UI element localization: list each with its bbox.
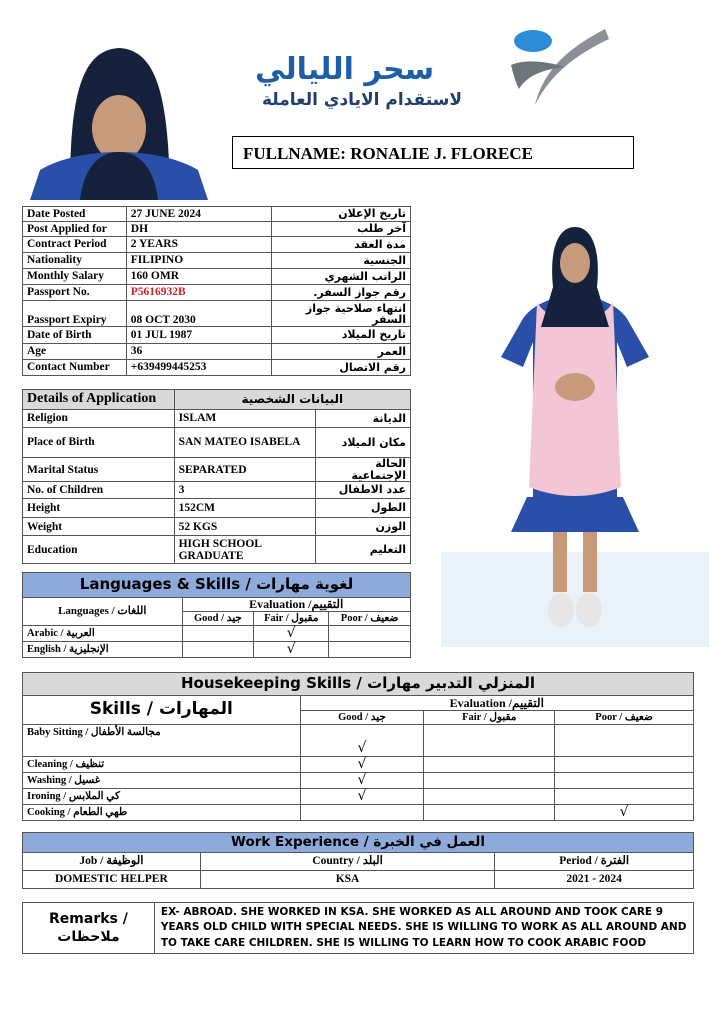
skill-poor-cell: [555, 757, 694, 773]
detail-label-ar: الطول: [316, 499, 411, 518]
field-value: 08 OCT 2030: [126, 301, 272, 327]
detail-label: Education: [23, 536, 175, 564]
exp-job-header: Job / الوظيفة: [23, 853, 201, 871]
field-label: Passport Expiry: [23, 301, 127, 327]
language-good-cell: [182, 642, 254, 658]
details-row: [23, 410, 411, 428]
details-header-ar: البيانات الشخصية: [174, 390, 410, 410]
field-label: Contract Period: [23, 237, 127, 253]
languages-table: [22, 572, 411, 658]
portrait-photo: [30, 40, 208, 200]
personal-row: [23, 207, 411, 222]
skill-row: [23, 773, 694, 789]
skill-row: [23, 789, 694, 805]
skill-good-cell: [300, 805, 424, 821]
detail-label: Place of Birth: [23, 428, 175, 458]
field-label-ar: رقم جواز السفر.: [272, 285, 411, 301]
field-label: Date Posted: [23, 207, 127, 222]
field-label: Age: [23, 344, 127, 360]
hk-good-header: Good / جيد: [300, 711, 424, 725]
detail-value: SEPARATED: [174, 458, 316, 482]
logo-arabic-name: سحر الليالي: [255, 52, 435, 87]
remarks-label: Remarks / ملاحظات: [23, 903, 155, 954]
language-fair-cell: √: [254, 626, 329, 642]
field-value: +639499445253: [126, 360, 272, 376]
detail-value: SAN MATEO ISABELA: [174, 428, 316, 458]
exp-period: 2021 - 2024: [495, 871, 694, 889]
field-label-ar: الجنسية: [272, 253, 411, 269]
skill-good-cell: √: [300, 789, 424, 805]
skill-good-cell: √: [300, 773, 424, 789]
company-logo-icon: [505, 25, 610, 110]
field-label: Date of Birth: [23, 327, 127, 344]
lang-fair-header: Fair / مقبول: [254, 612, 329, 626]
personal-row: [23, 253, 411, 269]
personal-row: [23, 360, 411, 376]
full-body-photo: [441, 207, 709, 647]
personal-row: [23, 327, 411, 344]
skill-row: [23, 757, 694, 773]
housekeeping-table: [22, 672, 694, 821]
details-table: [22, 389, 411, 564]
field-label-ar: آخر طلب: [272, 222, 411, 237]
skill-name: Washing / غسيل: [23, 773, 301, 789]
field-label: Contact Number: [23, 360, 127, 376]
field-value: 01 JUL 1987: [126, 327, 272, 344]
housekeeping-skills-label: Skills / المهارات: [23, 696, 301, 725]
field-label-ar: الراتب الشهري: [272, 269, 411, 285]
field-label-ar: مدة العقد: [272, 237, 411, 253]
exp-period-header: Period / الفترة: [495, 853, 694, 871]
detail-label-ar: التعليم: [316, 536, 411, 564]
language-name: Arabic / العربية: [23, 626, 183, 642]
details-row: [23, 536, 411, 564]
exp-country: KSA: [200, 871, 495, 889]
skill-fair-cell: [424, 805, 555, 821]
personal-row: [23, 344, 411, 360]
languages-title: Languages & Skills / لغوية مهارات: [23, 573, 411, 598]
detail-label-ar: الوزن: [316, 518, 411, 536]
personal-row: [23, 301, 411, 327]
skill-good-cell: √: [300, 757, 424, 773]
skill-name: Cooking / طهي الطعام: [23, 805, 301, 821]
languages-evaluation: Evaluation /التقييم: [182, 598, 410, 612]
languages-col-label: Languages / اللغات: [23, 598, 183, 626]
skill-name: Ironing / كي الملابس: [23, 789, 301, 805]
detail-value: 52 KGS: [174, 518, 316, 536]
details-row: [23, 482, 411, 499]
detail-label: Height: [23, 499, 175, 518]
detail-value: 3: [174, 482, 316, 499]
field-label-ar: العمر: [272, 344, 411, 360]
remarks-table: [22, 902, 694, 954]
language-fair-cell: √: [254, 642, 329, 658]
detail-label: Marital Status: [23, 458, 175, 482]
experience-title: Work Experience / العمل في الخبرة: [23, 833, 694, 853]
field-value: 27 JUNE 2024: [126, 207, 272, 222]
detail-label-ar: عدد الاطفال: [316, 482, 411, 499]
field-label-ar: تاريخ الإعلان: [272, 207, 411, 222]
skill-fair-cell: [424, 789, 555, 805]
detail-value: HIGH SCHOOL GRADUATE: [174, 536, 316, 564]
detail-label: Weight: [23, 518, 175, 536]
field-value: P5616932B: [126, 285, 272, 301]
skill-poor-cell: [555, 773, 694, 789]
detail-label-ar: الديانة: [316, 410, 411, 428]
field-value: 2 YEARS: [126, 237, 272, 253]
exp-job: DOMESTIC HELPER: [23, 871, 201, 889]
field-label: Post Applied for: [23, 222, 127, 237]
details-row: [23, 499, 411, 518]
personal-info-table: [22, 206, 411, 376]
details-row: [23, 458, 411, 482]
housekeeping-evaluation: Evaluation /التقييم: [300, 696, 693, 711]
hk-fair-header: Fair / مقبول: [424, 711, 555, 725]
field-value: 160 OMR: [126, 269, 272, 285]
skill-name: Baby Sitting / مجالسة الأطفال: [23, 725, 301, 757]
language-row: [23, 626, 411, 642]
experience-table: [22, 832, 694, 889]
detail-label: Religion: [23, 410, 175, 428]
personal-row: [23, 269, 411, 285]
details-header-en: Details of Application: [23, 390, 175, 410]
field-label: Nationality: [23, 253, 127, 269]
skill-poor-cell: [555, 725, 694, 757]
language-name: English / الإنجليزية: [23, 642, 183, 658]
detail-label-ar: الحالة الإجتماعية: [316, 458, 411, 482]
skill-row: [23, 805, 694, 821]
detail-value: ISLAM: [174, 410, 316, 428]
remarks-text: EX- ABROAD. SHE WORKED IN KSA. SHE WORKED AS ALL AROUND AND TOOK CARE 9 YEARS OLD CHILD WITH SPECIAL NEEDS. SHE IS WILLING TO WORK AS ALL AROUND AND TO TAKE CARE CHILDREN. SHE IS WILLING TO LEARN HOW TO COOK ARABIC FOOD: [154, 903, 693, 954]
field-label-ar: تاريخ الميلاد: [272, 327, 411, 344]
language-good-cell: [182, 626, 254, 642]
field-label: Monthly Salary: [23, 269, 127, 285]
skill-poor-cell: [555, 789, 694, 805]
personal-row: [23, 237, 411, 253]
field-value: 36: [126, 344, 272, 360]
detail-label: No. of Children: [23, 482, 175, 499]
personal-row: [23, 222, 411, 237]
language-poor-cell: [329, 626, 411, 642]
skill-fair-cell: [424, 773, 555, 789]
details-row: [23, 518, 411, 536]
skill-poor-cell: √: [555, 805, 694, 821]
lang-good-header: Good / جيد: [182, 612, 254, 626]
field-label-ar: رقم الاتصال: [272, 360, 411, 376]
logo-arabic-tagline: لاستقدام الايادي العاملة: [262, 90, 463, 110]
field-value: FILIPINO: [126, 253, 272, 269]
skill-fair-cell: [424, 725, 555, 757]
language-row: [23, 642, 411, 658]
skill-fair-cell: [424, 757, 555, 773]
fullname-box: FULLNAME: RONALIE J. FLORECE: [232, 136, 634, 169]
detail-label-ar: مكان الميلاد: [316, 428, 411, 458]
field-value: DH: [126, 222, 272, 237]
field-label-ar: انتهاء صلاحية جواز السفر: [272, 301, 411, 327]
skill-good-cell: √: [300, 725, 424, 757]
housekeeping-title: Housekeeping Skills / المنزلي التدبير مهارات: [23, 673, 694, 696]
language-poor-cell: [329, 642, 411, 658]
skill-row: [23, 725, 694, 757]
lang-poor-header: Poor / ضعيف: [329, 612, 411, 626]
field-label: Passport No.: [23, 285, 127, 301]
details-row: [23, 428, 411, 458]
detail-value: 152CM: [174, 499, 316, 518]
hk-poor-header: Poor / ضعيف: [555, 711, 694, 725]
exp-country-header: Country / البلد: [200, 853, 495, 871]
personal-row: [23, 285, 411, 301]
skill-name: Cleaning / تنظيف: [23, 757, 301, 773]
